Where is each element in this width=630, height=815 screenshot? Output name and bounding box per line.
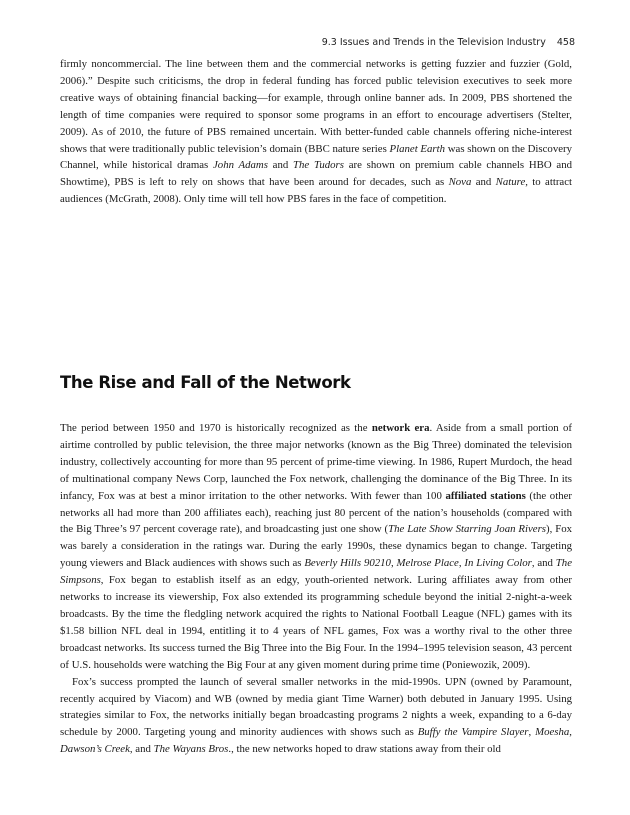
title-citation: Beverly Hills 90210 <box>304 557 391 570</box>
continuation-paragraph <box>60 56 572 208</box>
title-citation: The Simpsons <box>60 557 572 587</box>
key-term: affiliated stations <box>445 489 526 502</box>
text-run: Fox’s success prompted the launch of several smaller networks in the mid-1990s. UPN (owned by Paramount, recently acquired by Viacom) and WB (owned by media giant Time Warner) both debuted in January 1995. Using strategies similar to Fox, the networks initially began broadcasting programs 2 nights a week, expanding to a 6-day schedule by 2000. Targeting young and minority audiences with shows such as <box>60 675 572 739</box>
key-term: network era <box>371 422 430 434</box>
title-citation: The Wayans Bros <box>153 743 229 756</box>
text-run: , to attract audiences (McGrath, 2008). Only time will tell how PBS fares in the face of competition. <box>60 176 572 206</box>
title-citation: Dawson’s Creek <box>60 743 130 756</box>
title-citation: The Late Show Starring Joan Rivers <box>388 523 546 536</box>
title-citation: Buffy the Vampire Slayer <box>417 726 529 739</box>
text-run: , <box>528 726 536 739</box>
text-run: , Fox began to establish itself as an edgy, youth-oriented network. Luring affiliates away from other networks to increase its viewership, Fox also extended its programming schedule beyond the initial 2-night-a-week broadcasts. By the time the fledgling network acquired the rights to National Football League (NFL) games with its $1.58 billion NFL deal in 1994, entitling it to 4 years of NFL games, Fox was a worthy rival to the other three broadcast networks. Its success turned the Big Three into the Big Four. In the 1994–1995 television season, 43 percent of U.S. households were watching the Big Four at any given moment during prime time (Poniewozik, 2009). <box>60 574 572 671</box>
text-run: and <box>471 176 496 189</box>
text-run: , <box>569 726 572 739</box>
body-paragraph <box>60 674 572 759</box>
section-body <box>60 420 572 758</box>
title-citation: Planet Earth <box>389 142 446 155</box>
text-run: ), Fox was barely a consideration in the ratings war. During the early 1990s, these dynamics began to change. Targeting young viewers and Black audiences with shows such as <box>60 523 572 570</box>
title-citation: John Adams <box>213 159 268 172</box>
text-run: , and <box>129 743 154 756</box>
section-heading: The Rise and Fall of the Network <box>60 373 351 392</box>
title-citation: Melrose Place <box>396 557 459 570</box>
title-citation: Moesha <box>535 726 570 739</box>
title-citation: Nova <box>448 176 472 189</box>
header-section-title: 9.3 Issues and Trends in the Television Industry <box>321 37 546 48</box>
page-number: 458 <box>556 37 575 48</box>
title-citation: The Tudors <box>293 159 344 172</box>
text-run: The period between 1950 and 1970 is historically recognized as the <box>60 422 372 434</box>
continuation-text <box>60 56 572 208</box>
text-run: ., the new networks hoped to draw stations away from their old <box>228 743 501 756</box>
text-run: was shown on the Discovery Channel, while historical dramas <box>60 142 573 172</box>
text-run: firmly noncommercial. The line between them and the commercial networks is getting fuzzier and fuzzier (Gold, 2006).” Despite such criticisms, the drop in federal funding has forced public television executives to seek more creative ways of obtaining financial backing—for example, through online banner ads. In 2009, PBS shortened the length of time companies were required to sponsor some programs in an effort to encourage advertisers (Stelter, 2009). As of 2010, the future of PBS remained uncertain. With better-funded cable channels offering niche-interest shows that were traditionally public television’s domain (BBC nature series <box>60 58 572 155</box>
running-header <box>322 37 575 48</box>
text-run: . Aside from a small portion of airtime controlled by public television, the three major networks (known as the Big Three) dominated the television industry, collectively accounting for more than 95 percent of prime-time viewing. In 1986, Rupert Murdoch, the head of multinational company News Corp, launched the Fox network, challenging the dominance of the Big Three. In its infancy, Fox was at best a minor irritation to the other networks. With fewer than 100 <box>60 422 572 502</box>
text-run: , <box>390 557 397 570</box>
text-run: (the other networks all had more than 200 affiliates each), reaching just 80 percent of the nation’s households (compared with the Big Three’s 97 percent coverage rate), and broadcasting just one show ( <box>60 489 572 536</box>
text-run: are shown on premium cable channels HBO and Showtime), PBS is left to rely on shows that have been around for decades, such as <box>60 159 572 189</box>
text-run: , and <box>531 557 556 570</box>
title-citation: In Living Color <box>464 557 532 570</box>
body-paragraph <box>60 420 572 674</box>
text-run: , <box>458 557 465 570</box>
text-run: and <box>267 159 294 172</box>
title-citation: Nature <box>495 176 526 189</box>
